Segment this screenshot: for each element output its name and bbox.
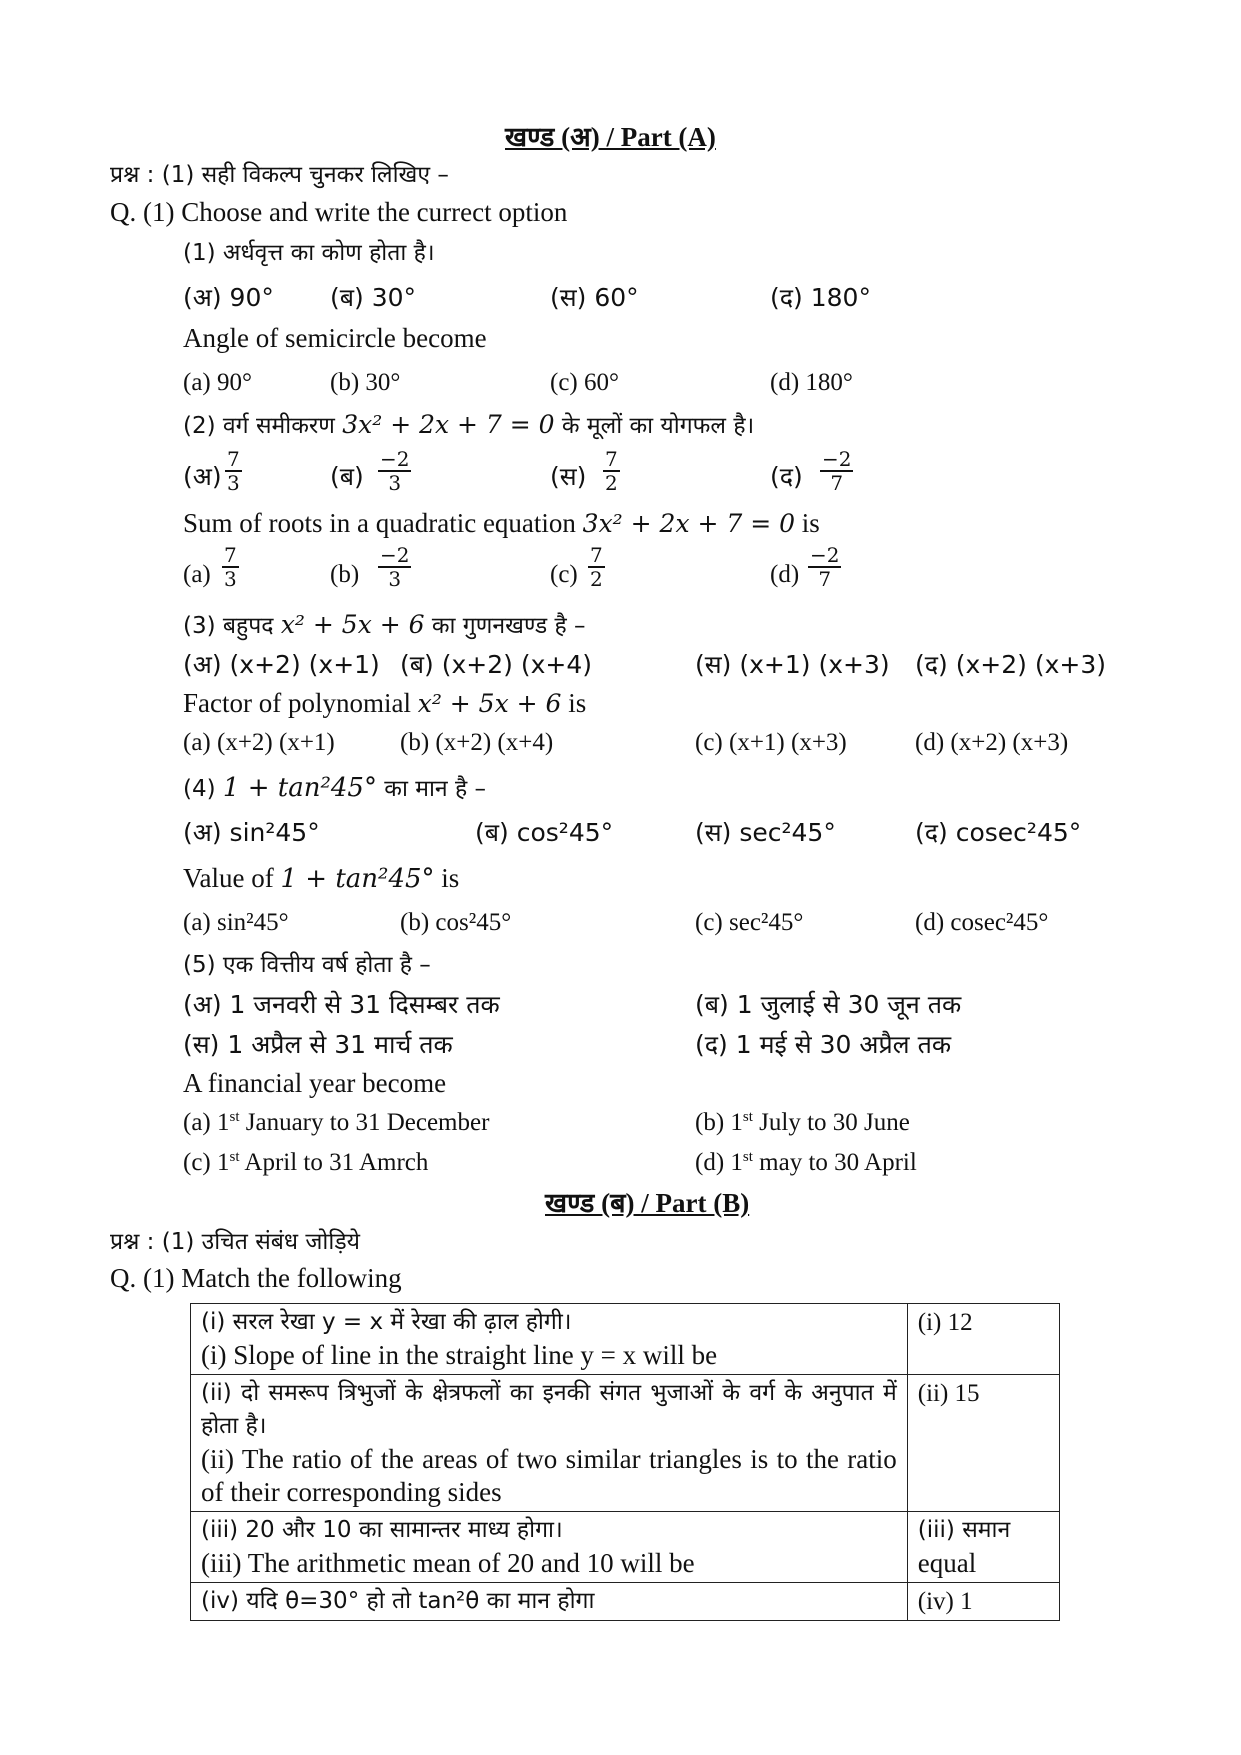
q2-hindi-label-c: (स) <box>550 462 587 491</box>
q2-hindi <box>183 410 754 441</box>
q2-english-label-d: (d) <box>770 561 800 588</box>
q2-hindi-label-b: (ब) <box>330 462 364 491</box>
match-question-cell <box>191 1583 908 1621</box>
q1-hindi: (1) अर्धवृत्त का कोण होता है। <box>183 240 435 266</box>
q2-hindi-prefix: (2) वर्ग समीकरण <box>183 413 335 439</box>
match-table <box>190 1303 1060 1621</box>
q5-english-option-c: (c) 1st April to 31 Amrch <box>183 1149 429 1176</box>
q3-hindi-option-b: (ब) (x+2) (x+4) <box>400 650 592 679</box>
q3-hindi <box>183 610 586 641</box>
q1-english-option-c: (c) 60° <box>550 369 619 396</box>
match-question-cell <box>191 1375 908 1512</box>
q1-hindi-option-a: (अ) 90° <box>183 283 274 312</box>
match-question-english: (iii) The arithmetic mean of 20 and 10 will be <box>201 1548 695 1578</box>
q4-english-option-d: (d) cosec²45° <box>915 909 1049 936</box>
match-answer-cell <box>907 1304 1059 1375</box>
q3-english-option-b: (b) (x+2) (x+4) <box>400 729 554 756</box>
q2-hindi-fraction-c: $\frac{7}{2}$ <box>605 447 618 495</box>
q2-hindi-label-d: (द) <box>770 462 803 491</box>
q2-hindi-fraction-a: $\frac{7}{3}$ <box>227 447 240 495</box>
q1-english-option-b: (b) 30° <box>330 369 401 396</box>
match-question-english: (i) Slope of line in the straight line y = x will be <box>201 1340 718 1370</box>
part-b-heading: खण्ड (ब) / Part (B) <box>545 1188 750 1218</box>
q4-hindi-option-a: (अ) sin²45° <box>183 818 320 847</box>
q2-english-label-c: (c) <box>550 561 578 588</box>
q4-english-expression: 1 + tan²45° <box>280 864 435 894</box>
q2-english-fraction-b: $\frac{-2}{3}$ <box>380 543 410 591</box>
q5-hindi-option-c: (स) 1 अप्रैल से 31 मार्च तक <box>183 1030 453 1059</box>
q1-hindi-option-c: (स) 60° <box>550 283 639 312</box>
table-row <box>191 1375 1060 1512</box>
match-question-cell <box>191 1304 908 1375</box>
match-answer-cell <box>907 1512 1059 1583</box>
match-answer-cell <box>907 1375 1059 1512</box>
q2-english-fraction-a: $\frac{7}{3}$ <box>224 543 237 591</box>
q1-english-option-a: (a) 90° <box>183 369 252 396</box>
q4-hindi-prefix: (4) <box>183 776 216 802</box>
q3-english-suffix: is <box>568 688 587 718</box>
part-a-question-english: Q. (1) Choose and write the currect option <box>110 197 568 227</box>
q2-equation: 3x² + 2x + 7 = 0 <box>342 410 555 439</box>
q4-hindi-suffix: का मान है – <box>384 776 487 802</box>
q5-hindi-option-d: (द) 1 मई से 30 अप्रैल तक <box>695 1030 952 1059</box>
part-b-question-english: Q. (1) Match the following <box>110 1263 402 1293</box>
match-answer-cell <box>907 1583 1059 1621</box>
q5-hindi-option-a: (अ) 1 जनवरी से 31 दिसम्बर तक <box>183 990 500 1019</box>
q4-english-option-c: (c) sec²45° <box>695 909 804 936</box>
q4-english-option-b: (b) cos²45° <box>400 909 512 936</box>
q5-hindi: (5) एक वित्तीय वर्ष होता है – <box>183 952 431 978</box>
q3-english <box>183 688 586 719</box>
q2-hindi-label-a: (अ) <box>183 462 222 491</box>
q2-english-prefix: Sum of roots in a quadratic equation <box>183 508 576 538</box>
q3-english-option-a: (a) (x+2) (x+1) <box>183 729 335 756</box>
match-question-hindi: (iii) 20 और 10 का सामान्तर माध्य होगा। <box>201 1517 563 1543</box>
q3-english-option-c: (c) (x+1) (x+3) <box>695 729 847 756</box>
q4-english-option-a: (a) sin²45° <box>183 909 289 936</box>
table-row <box>191 1583 1060 1621</box>
match-question-hindi: (i) सरल रेखा y = x में रेखा की ढ़ाल होगी। <box>201 1309 572 1335</box>
q4-hindi <box>183 773 486 804</box>
q2-hindi-fraction-d: $\frac{-2}{7}$ <box>822 447 852 495</box>
q3-polynomial: x² + 5x + 6 <box>280 610 425 639</box>
q4-english-prefix: Value of <box>183 863 274 893</box>
q2-english <box>183 508 820 539</box>
part-a-question-hindi: प्रश्न : (1) सही विकल्प चुनकर लिखिए – <box>110 162 449 188</box>
match-answer: (ii) 15 <box>917 1380 980 1407</box>
q2-english-label-a: (a) <box>183 561 211 588</box>
q4-english-suffix: is <box>441 863 460 893</box>
q4-hindi-option-b: (ब) cos²45° <box>475 818 614 847</box>
table-row <box>191 1304 1060 1375</box>
q2-hindi-suffix: के मूलों का योगफल है। <box>561 413 755 439</box>
q1-english: Angle of semicircle become <box>183 323 487 353</box>
q3-hindi-prefix: (3) बहुपद <box>183 613 274 639</box>
part-b-question-hindi: प्रश्न : (1) उचित संबंध जोड़िये <box>110 1229 360 1255</box>
q3-hindi-option-a: (अ) (x+2) (x+1) <box>183 650 380 679</box>
q1-hindi-option-d: (द) 180° <box>770 283 871 312</box>
q4-english <box>183 863 459 894</box>
q5-english-option-b: (b) 1st July to 30 June <box>695 1109 910 1136</box>
q4-hindi-option-c: (स) sec²45° <box>695 818 836 847</box>
q1-english-option-d: (d) 180° <box>770 369 853 396</box>
q3-english-prefix: Factor of polynomial <box>183 688 411 718</box>
q4-hindi-option-d: (द) cosec²45° <box>915 818 1082 847</box>
q4-expression: 1 + tan²45° <box>222 773 377 803</box>
match-answer: (i) 12 <box>917 1309 973 1336</box>
match-question-cell <box>191 1512 908 1583</box>
match-question-hindi: (iv) यदि θ=30° हो तो tan²θ का मान होगा <box>201 1588 595 1614</box>
q5-english-option-d: (d) 1st may to 30 April <box>695 1149 917 1176</box>
q3-english-polynomial: x² + 5x + 6 <box>417 689 562 718</box>
match-answer-english: equal <box>917 1548 977 1578</box>
q5-english-option-a: (a) 1st January to 31 December <box>183 1109 490 1136</box>
q5-english: A financial year become <box>183 1068 447 1098</box>
q2-hindi-fraction-b: $\frac{-2}{3}$ <box>380 447 410 495</box>
q3-english-option-d: (d) (x+2) (x+3) <box>915 729 1069 756</box>
q3-hindi-option-c: (स) (x+1) (x+3) <box>695 650 890 679</box>
q2-english-equation: 3x² + 2x + 7 = 0 <box>582 509 796 538</box>
part-a-heading: खण्ड (अ) / Part (A) <box>505 122 716 152</box>
q2-english-label-b: (b) <box>330 561 360 588</box>
match-question-hindi: (ii) दो समरूप त्रिभुजों के क्षेत्रफलों का इनकी संगत भुजाओं के वर्ग के अनुपात में होता है। <box>201 1380 897 1439</box>
q2-english-suffix: is <box>801 508 820 538</box>
match-answer: (iii) समान <box>917 1517 1011 1543</box>
q1-hindi-option-b: (ब) 30° <box>330 283 417 312</box>
match-question-english: (ii) The ratio of the areas of two similar triangles is to the ratio of their corresponding sides <box>201 1444 897 1507</box>
q2-english-fraction-c: $\frac{7}{2}$ <box>590 543 603 591</box>
match-answer: (iv) 1 <box>917 1588 973 1615</box>
q3-hindi-option-d: (द) (x+2) (x+3) <box>915 650 1106 679</box>
table-row <box>191 1512 1060 1583</box>
q3-hindi-suffix: का गुणनखण्ड है – <box>431 613 586 639</box>
q2-english-fraction-d: $\frac{-2}{7}$ <box>810 543 840 591</box>
q5-hindi-option-b: (ब) 1 जुलाई से 30 जून तक <box>695 990 962 1019</box>
